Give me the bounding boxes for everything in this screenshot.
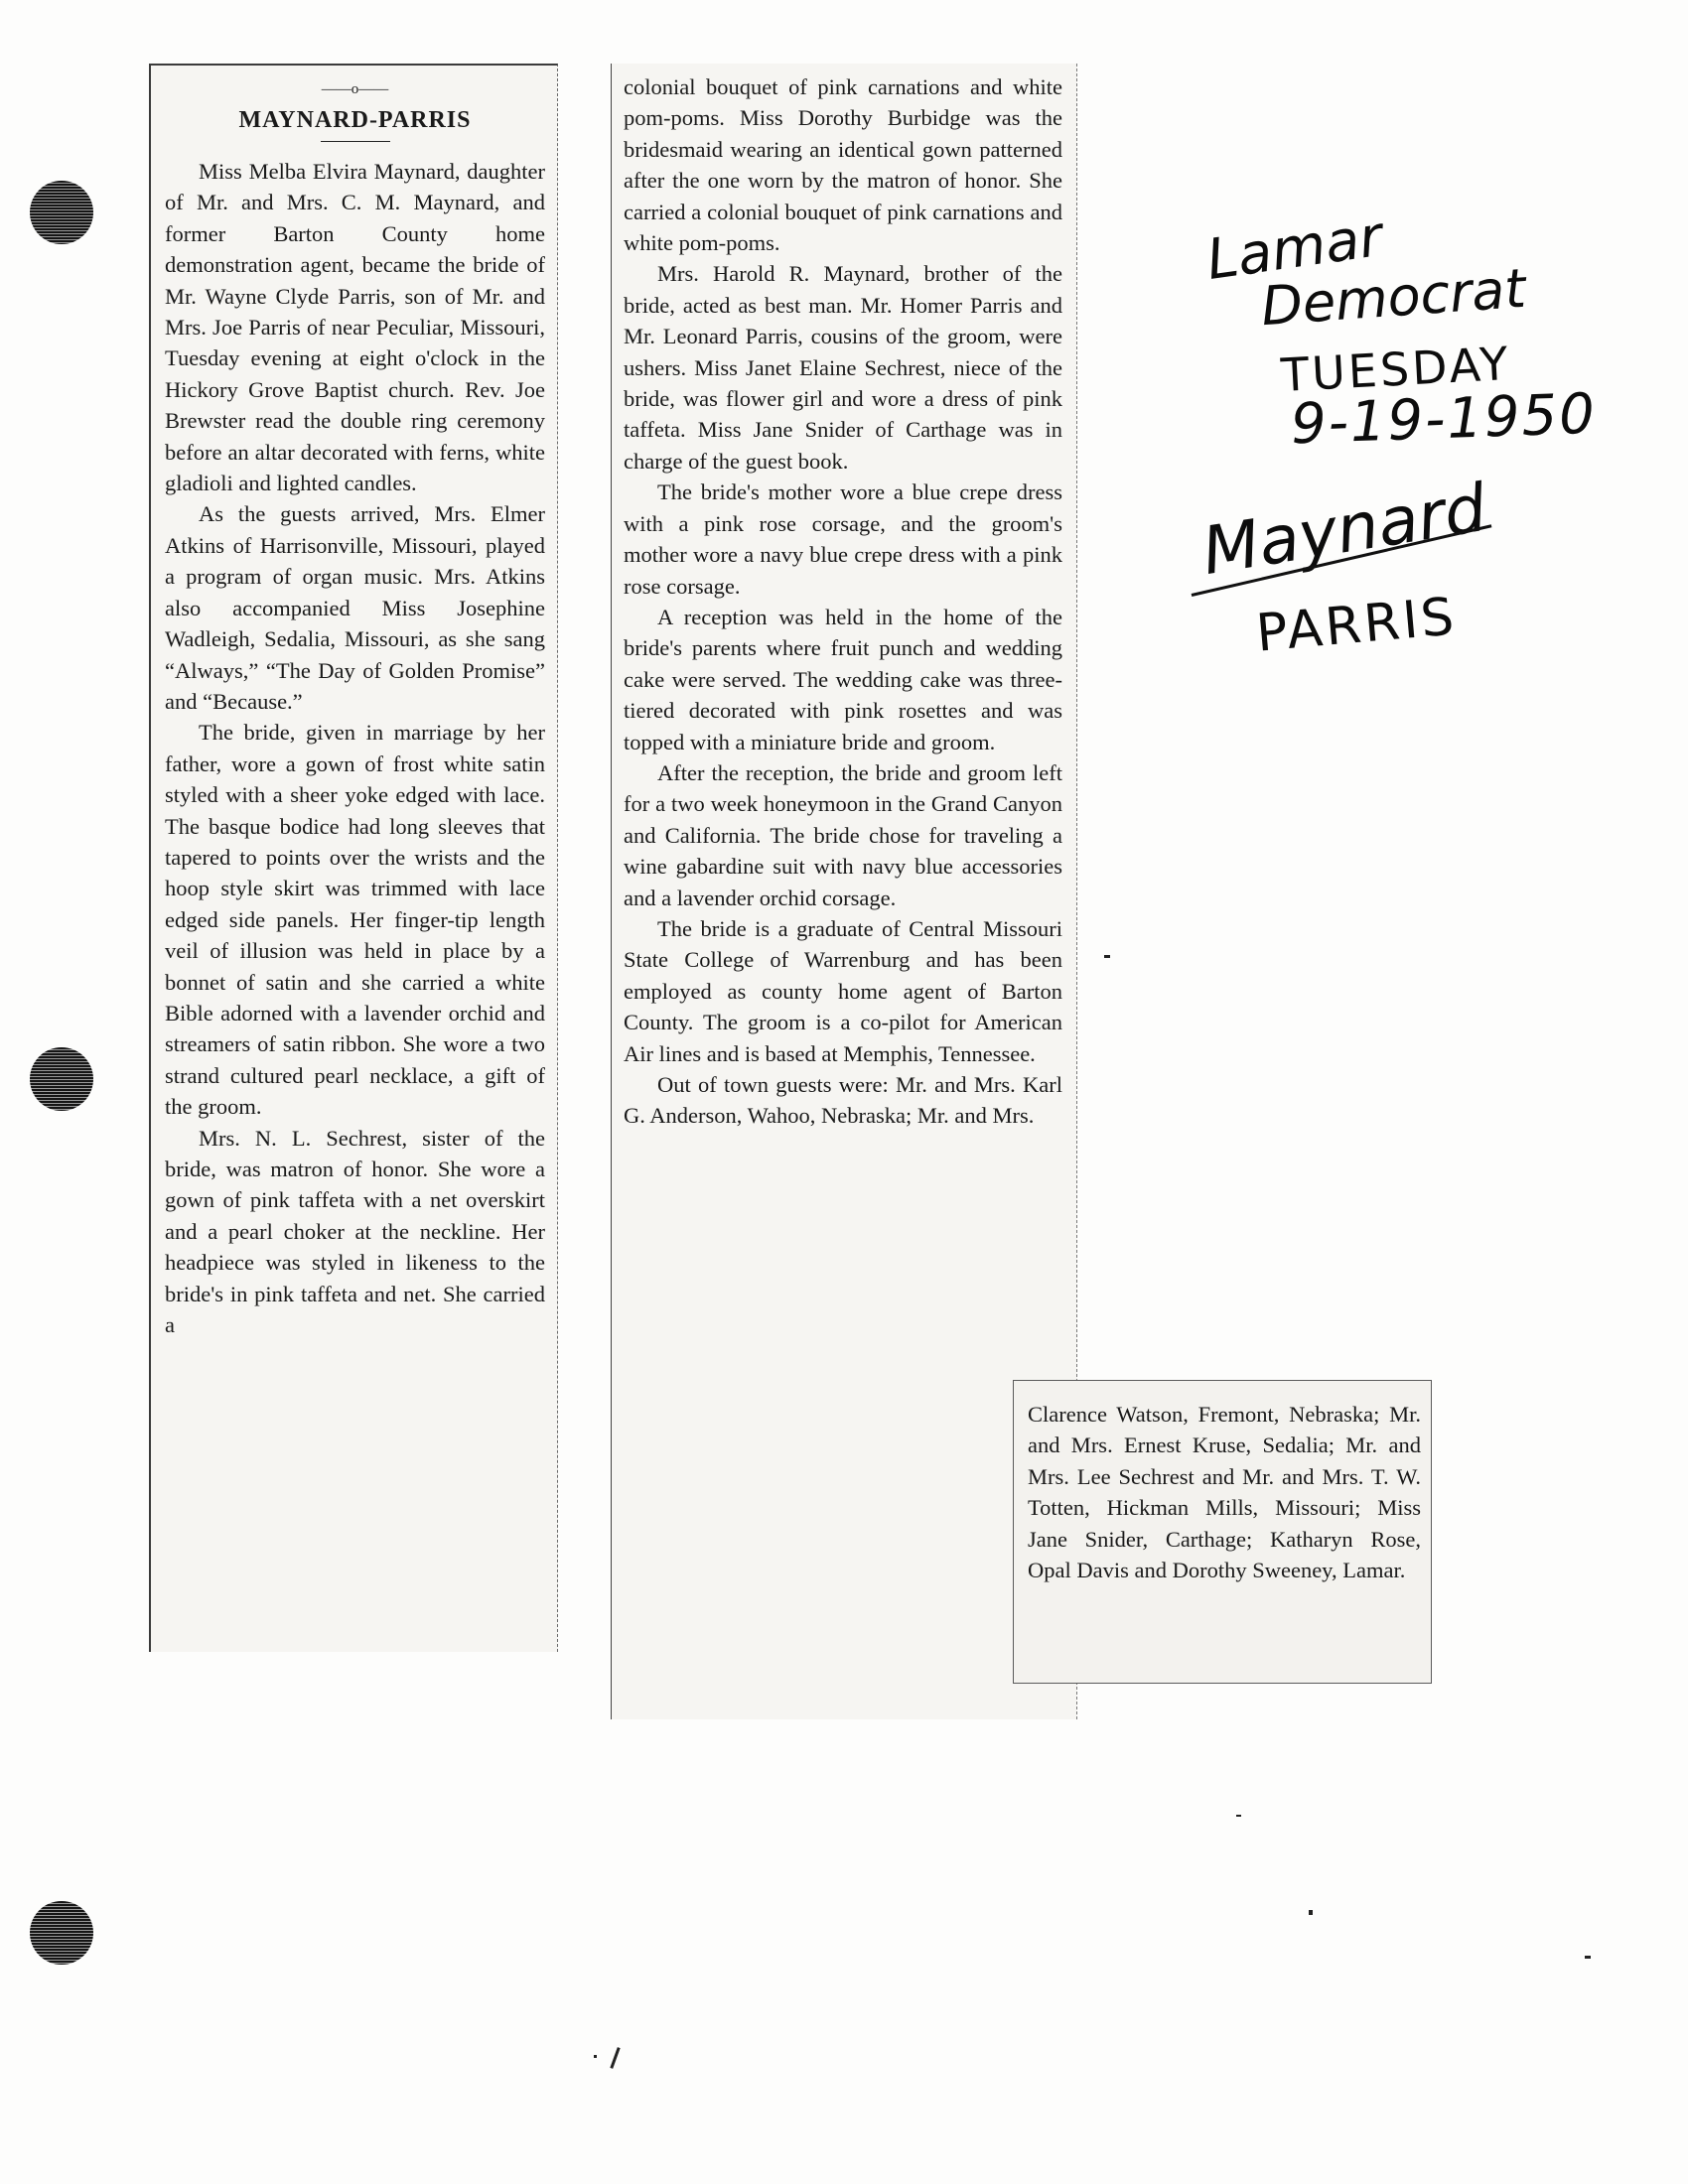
paragraph: A reception was held in the home of the bride's parents where fruit punch and wedding cake were served. The wedding cake was three-tiered decorated with pink rosettes and was topped with a miniature bride and groom.: [624, 604, 1062, 754]
handwritten-newspaper-name: Lamar: [1202, 204, 1387, 294]
paragraph: Mrs. N. L. Sechrest, sister of the bride, was matron of honor. She wore a gown of pink taffeta with a net overskirt and a pearl choker at the neckline. Her headpiece was styled in likeness to the bride's in pink taffeta and net. She carried a: [165, 1125, 545, 1338]
punch-hole-middle: [30, 1047, 93, 1111]
paragraph: Out of town guests were: Mr. and Mrs. Karl G. Anderson, Wahoo, Nebraska; Mr. and Mrs.: [624, 1072, 1062, 1129]
continued-paragraph: Clarence Watson, Fremont, Nebraska; Mr. and Mrs. Ernest Kruse, Sedalia; Mr. and Mrs. Lee Sechrest and Mr. and Mrs. T. W. Totten, Hickman Mills, Missouri; Miss Jane Snider, Carthage; Katharyn Rose, Opal Davis and Dorothy Sweeney, Lamar.: [1028, 1402, 1421, 1583]
ornament-rule: ——o——: [321, 81, 389, 97]
headline-divider: [321, 141, 390, 142]
clipping-column-3: [1013, 1380, 1432, 1684]
paragraph: After the reception, the bride and groom left for a two week honeymoon in the Grand Canyon and California. The bride chose for traveling a wine gabardine suit with navy blue accessories and a lavender orchid corsage.: [624, 759, 1062, 910]
punch-hole-bottom: [30, 1901, 93, 1965]
scan-speck: [1585, 1956, 1591, 1959]
scan-speck: [1236, 1815, 1241, 1817]
handwritten-date: 9-19-1950: [1289, 381, 1598, 458]
handwritten-newspaper-name-2: Democrat: [1259, 256, 1528, 339]
scan-speck: [1104, 955, 1110, 958]
punch-hole-top: [30, 181, 93, 244]
handwritten-surname-2: PARRIS: [1253, 587, 1460, 664]
scan-speck: [594, 2055, 597, 2058]
paragraph: The bride's mother wore a blue crepe dress with a pink rose corsage, and the groom's mother wore a navy blue crepe dress with a pink rose corsage.: [624, 479, 1062, 599]
clipping-column-1: [149, 64, 558, 1652]
paragraph: The bride is a graduate of Central Missouri State College of Warrenburg and has been employed as county home agent of Barton County. The groom is a co-pilot for American Air lines and is based at Memphis, Tennessee.: [624, 915, 1062, 1066]
paragraph: Mrs. Harold R. Maynard, brother of the bride, acted as best man. Mr. Homer Parris and Mr. Leonard Parris, cousins of the groom, were ushers. Miss Janet Elaine Sechrest, niece of the bride, was flower girl and wore a dress of pink taffeta. Miss Jane Snider of Carthage was in charge of the guest book.: [624, 261, 1062, 474]
handwritten-weekday: TUESDAY: [1279, 336, 1512, 403]
handwritten-surname-1: Maynard: [1196, 469, 1492, 591]
paragraph: As the guests arrived, Mrs. Elmer Atkins of Harrisonville, Missouri, played a program of organ music. Mrs. Atkins also accompanied Miss Josephine Wadleigh, Sedalia, Missouri, as she sang “Always,” “The Day of Golden Promise” and “Because.”: [165, 501, 545, 714]
scan-speck: [610, 2047, 620, 2069]
clipping-column-2: [611, 64, 1077, 1719]
scan-speck: [1309, 1910, 1313, 1915]
paragraph: The bride, given in marriage by her father, wore a gown of frost white satin styled with a sheer yoke edged with lace. The basque bodice had long sleeves that tapered to points over the wrists and the hoop style skirt was trimmed with lace edged side panels. Her finger-tip length veil of illusion was held in place by a bonnet of satin and she carried a white Bible adorned with a lavender orchid and streamers of satin ribbon. She wore a two strand cultured pearl necklace, a gift of the groom.: [165, 720, 545, 1120]
paragraph: Miss Melba Elvira Maynard, daughter of Mr. and Mrs. C. M. Maynard, and former Barton County home demonstration agent, became the bride of Mr. Wayne Clyde Parris, son of Mr. and Mrs. Joe Parris of near Peculiar, Missouri, Tuesday evening at eight o'clock in the Hickory Grove Baptist church. Rev. Joe Brewster read the double ring ceremony before an altar decorated with ferns, white gladioli and lighted candles.: [165, 159, 545, 496]
article-headline: MAYNARD-PARRIS: [238, 107, 472, 133]
continued-paragraph: colonial bouquet of pink carnations and white pom-poms. Miss Dorothy Burbidge was the bridesmaid wearing an identical gown patterned after the one worn by the matron of honor. She carried a colonial bouquet of pink carnations and white pom-poms.: [624, 74, 1062, 256]
